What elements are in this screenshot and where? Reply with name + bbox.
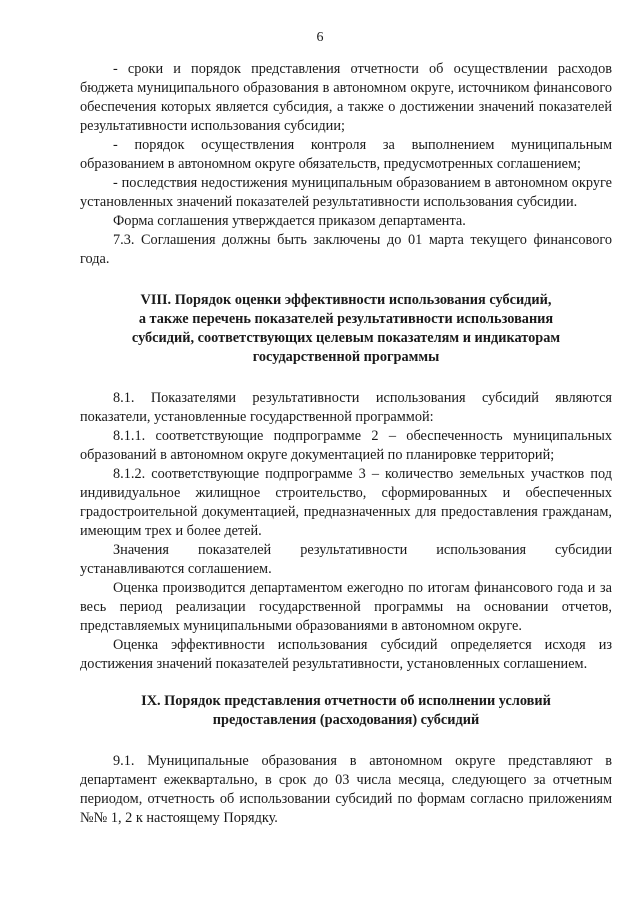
paragraph-efficiency: Оценка эффективности использования субсидий определяется исходя из достижения значений показателей результативности, установленных соглашением.: [80, 637, 612, 672]
paragraph-8-1-2: 8.1.2. соответствующие подпрограмме 3 – количество земельных участков под индивидуальное жилищное строительство, сформированных и обеспеченных градостроительной документацией, предназначенных для предоставления гражданам, имеющим трех и более детей.: [80, 466, 612, 539]
paragraph-8-1: 8.1. Показателями результативности использования субсидий являются показатели, установленные государственной программой:: [80, 390, 612, 425]
paragraph-reporting-terms: - сроки и порядок представления отчетности об осуществлении расходов бюджета муниципального образования в автономном округе, источником финансового обеспечения которых является субсидия, а также о достижении значений показателей результативности использования субсидии;: [80, 61, 612, 134]
paragraph-9-1: 9.1. Муниципальные образования в автономном округе представляют в департамент ежеквартально, в срок до 03 числа месяца, следующего за отчетным периодом, отчетность об использовании субсидий по формам согласно приложениям №№ 1, 2 к настоящему Порядку.: [80, 753, 612, 826]
paragraph-7-3: 7.3. Соглашения должны быть заключены до 01 марта текущего финансового года.: [80, 232, 612, 267]
paragraph-agreement-form: Форма соглашения утверждается приказом департамента.: [113, 213, 466, 229]
paragraph-control-procedure: - порядок осуществления контроля за выполнением муниципальным образованием в автономном округе обязательств, предусмотренных соглашением;: [80, 137, 612, 172]
page-number: 6: [316, 30, 324, 45]
paragraph-indicator-values: Значения показателей результативности использования субсидии устанавливаются соглашением.: [80, 542, 612, 577]
section-viii-heading: [80, 291, 612, 367]
section-ix-heading: [80, 692, 612, 730]
section-ix-title-line-1: IX. Порядок представления отчетности об исполнении условий: [141, 693, 551, 709]
section-ix-title-line-2: предоставления (расходования) субсидий: [212, 712, 480, 728]
paragraph-8-1-1: 8.1.1. соответствующие подпрограмме 2 – обеспеченность муниципальных образований в автономном округе документацией по планировке территорий;: [80, 428, 612, 463]
section-viii-title-line-4: государственной программы: [252, 349, 440, 365]
paragraph-consequences: - последствия недостижения муниципальным образованием в автономном округе установленных значений показателей результативности использования субсидии.: [80, 175, 612, 210]
paragraph-evaluation: Оценка производится департаментом ежегодно по итогам финансового года и за весь период реализации государственной программы на основании отчетов, представляемых муниципальными образованиями в автономном округе.: [80, 580, 612, 634]
document-body: [80, 60, 612, 828]
section-viii-title-line-1: VIII. Порядок оценки эффективности использования субсидий,: [140, 292, 552, 308]
section-viii-title-line-2: а также перечень показателей результативности использования: [138, 311, 554, 327]
section-viii-title-line-3: субсидий, соответствующих целевым показателям и индикаторам: [131, 330, 561, 346]
